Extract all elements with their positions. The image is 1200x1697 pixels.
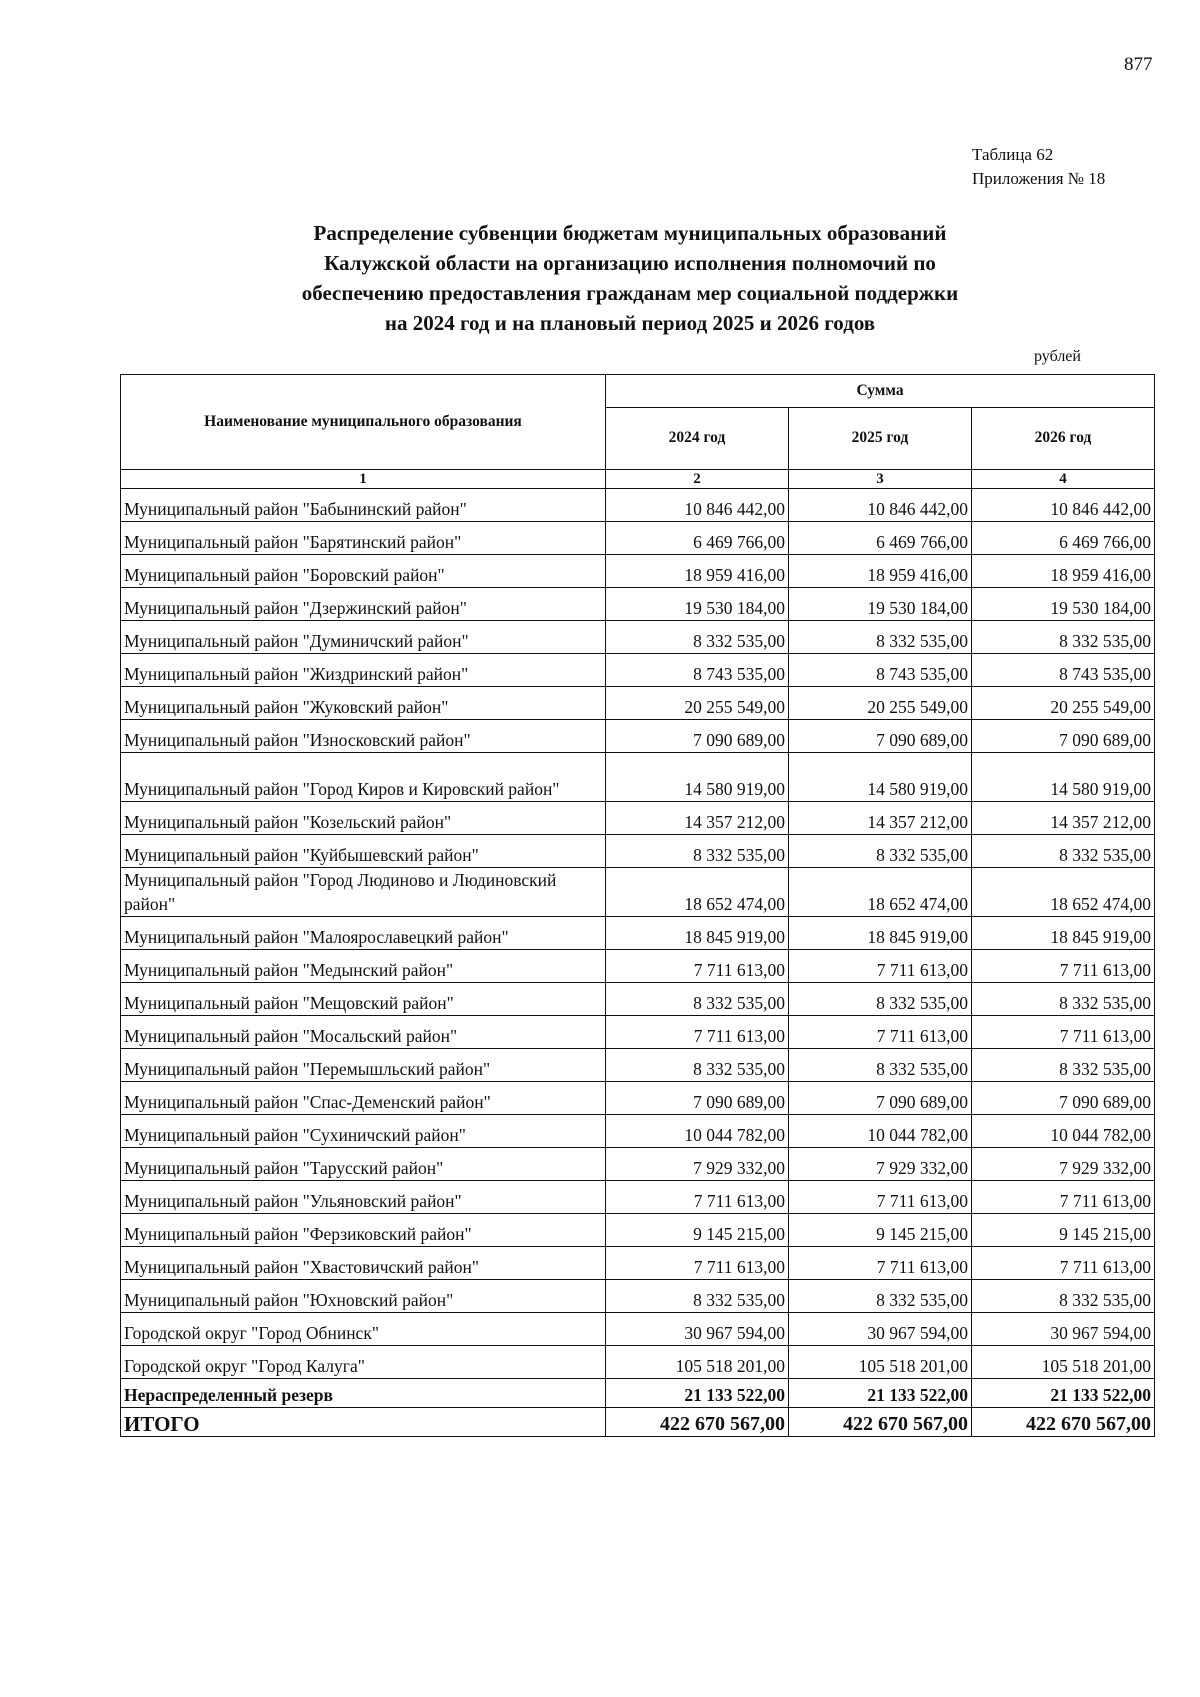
amount-2024-cell: 21 133 522,00 (606, 1379, 789, 1408)
amount-2024-cell: 7 711 613,00 (606, 950, 789, 983)
amount-2026-cell: 7 711 613,00 (972, 950, 1155, 983)
amount-2025-cell: 20 255 549,00 (789, 687, 972, 720)
title-line: на 2024 год и на плановый период 2025 и 2026 годов (384, 311, 876, 335)
title-line: Распределение субвенции бюджетам муниципальных образований (313, 221, 947, 245)
amount-2025-cell: 8 332 535,00 (789, 983, 972, 1016)
municipality-name-cell: Муниципальный район "Город Киров и Кировский район" (121, 753, 606, 802)
amount-2026-cell: 8 332 535,00 (972, 1280, 1155, 1313)
table-row (121, 1082, 1155, 1115)
table-row (121, 1280, 1155, 1313)
units-label: рублей (1034, 348, 1081, 365)
column-number: 4 (972, 470, 1155, 489)
appendix-number: Приложения № 18 (972, 169, 1106, 188)
amount-2025-cell: 9 145 215,00 (789, 1214, 972, 1247)
amount-2025-cell: 422 670 567,00 (789, 1408, 972, 1437)
municipality-name-cell: Муниципальный район "Мосальский район" (121, 1016, 606, 1049)
table-row (121, 835, 1155, 868)
amount-2024-cell: 8 332 535,00 (606, 1049, 789, 1082)
table-row (121, 687, 1155, 720)
municipality-name-cell: Муниципальный район "Сухиничский район" (121, 1115, 606, 1148)
municipality-name-cell: Муниципальный район "Козельский район" (121, 802, 606, 835)
amount-2025-cell: 8 332 535,00 (789, 1280, 972, 1313)
amount-2025-cell: 7 090 689,00 (789, 720, 972, 753)
table-row (121, 917, 1155, 950)
municipality-name-cell: Муниципальный район "Жиздринский район" (121, 654, 606, 687)
table-row (121, 950, 1155, 983)
table-row (121, 868, 1155, 917)
municipality-name-cell: Муниципальный район "Боровский район" (121, 555, 606, 588)
table-reference (972, 143, 1105, 191)
municipality-name-cell: Нераспределенный резерв (121, 1379, 606, 1408)
title-line: Калужской области на организацию исполнения полномочий по (324, 251, 936, 275)
amount-2026-cell: 8 332 535,00 (972, 983, 1155, 1016)
header-year-2026: 2026 год (972, 407, 1155, 469)
municipality-name-cell: Муниципальный район "Тарусский район" (121, 1148, 606, 1181)
table-row (121, 1181, 1155, 1214)
amount-2025-cell: 8 743 535,00 (789, 654, 972, 687)
amount-2026-cell: 7 090 689,00 (972, 1082, 1155, 1115)
page-number: 877 (1124, 54, 1153, 75)
total-row (121, 1408, 1155, 1437)
amount-2026-cell: 8 332 535,00 (972, 835, 1155, 868)
amount-2025-cell: 14 580 919,00 (789, 753, 972, 802)
amount-2025-cell: 30 967 594,00 (789, 1313, 972, 1346)
amount-2024-cell: 8 332 535,00 (606, 983, 789, 1016)
amount-2026-cell: 30 967 594,00 (972, 1313, 1155, 1346)
amount-2026-cell: 10 044 782,00 (972, 1115, 1155, 1148)
amount-2024-cell: 19 530 184,00 (606, 588, 789, 621)
table-row (121, 1016, 1155, 1049)
municipality-name-cell: Городской округ "Город Обнинск" (121, 1313, 606, 1346)
table-row (121, 1115, 1155, 1148)
amount-2024-cell: 8 743 535,00 (606, 654, 789, 687)
amount-2024-cell: 7 711 613,00 (606, 1181, 789, 1214)
municipality-name-cell: ИТОГО (121, 1408, 606, 1437)
amount-2026-cell: 8 332 535,00 (972, 621, 1155, 654)
amount-2026-cell: 8 332 535,00 (972, 1049, 1155, 1082)
amount-2024-cell: 18 959 416,00 (606, 555, 789, 588)
amount-2024-cell: 8 332 535,00 (606, 835, 789, 868)
amount-2025-cell: 7 711 613,00 (789, 1181, 972, 1214)
municipality-name-cell: Муниципальный район "Юхновский район" (121, 1280, 606, 1313)
table-row (121, 1346, 1155, 1379)
amount-2025-cell: 105 518 201,00 (789, 1346, 972, 1379)
reserve-row (121, 1379, 1155, 1408)
municipality-name-cell: Муниципальный район "Мещовский район" (121, 983, 606, 1016)
municipality-name-cell: Муниципальный район "Думиничский район" (121, 621, 606, 654)
amount-2026-cell: 20 255 549,00 (972, 687, 1155, 720)
municipality-name-cell: Муниципальный район "Медынский район" (121, 950, 606, 983)
header-year-2024: 2024 год (606, 407, 789, 469)
title-line: обеспечению предоставления гражданам мер социальной поддержки (301, 281, 959, 305)
amount-2024-cell: 422 670 567,00 (606, 1408, 789, 1437)
table-row (121, 753, 1155, 802)
municipality-name-cell: Городской округ "Город Калуга" (121, 1346, 606, 1379)
column-number: 3 (789, 470, 972, 489)
amount-2025-cell: 6 469 766,00 (789, 522, 972, 555)
amount-2025-cell: 7 929 332,00 (789, 1148, 972, 1181)
table-row (121, 1148, 1155, 1181)
table-row (121, 1049, 1155, 1082)
budget-table (120, 374, 1155, 1437)
amount-2024-cell: 7 711 613,00 (606, 1016, 789, 1049)
amount-2026-cell: 18 845 919,00 (972, 917, 1155, 950)
amount-2025-cell: 7 090 689,00 (789, 1082, 972, 1115)
amount-2026-cell: 422 670 567,00 (972, 1408, 1155, 1437)
amount-2024-cell: 6 469 766,00 (606, 522, 789, 555)
table-row (121, 621, 1155, 654)
amount-2024-cell: 10 044 782,00 (606, 1115, 789, 1148)
amount-2024-cell: 30 967 594,00 (606, 1313, 789, 1346)
amount-2024-cell: 8 332 535,00 (606, 621, 789, 654)
column-number: 1 (121, 470, 606, 489)
table-row (121, 1313, 1155, 1346)
amount-2025-cell: 8 332 535,00 (789, 1049, 972, 1082)
amount-2025-cell: 18 959 416,00 (789, 555, 972, 588)
amount-2025-cell: 7 711 613,00 (789, 1016, 972, 1049)
amount-2024-cell: 10 846 442,00 (606, 489, 789, 522)
municipality-name-cell: Муниципальный район "Хвастовичский район" (121, 1247, 606, 1280)
amount-2024-cell: 18 652 474,00 (606, 868, 789, 917)
amount-2024-cell: 8 332 535,00 (606, 1280, 789, 1313)
amount-2026-cell: 18 959 416,00 (972, 555, 1155, 588)
municipality-name-cell: Муниципальный район "Ульяновский район" (121, 1181, 606, 1214)
amount-2025-cell: 7 711 613,00 (789, 1247, 972, 1280)
amount-2026-cell: 14 357 212,00 (972, 802, 1155, 835)
amount-2026-cell: 9 145 215,00 (972, 1214, 1155, 1247)
table-row (121, 1247, 1155, 1280)
amount-2024-cell: 7 090 689,00 (606, 1082, 789, 1115)
amount-2025-cell: 8 332 535,00 (789, 621, 972, 654)
amount-2024-cell: 9 145 215,00 (606, 1214, 789, 1247)
amount-2026-cell: 7 711 613,00 (972, 1016, 1155, 1049)
amount-2024-cell: 7 929 332,00 (606, 1148, 789, 1181)
amount-2024-cell: 7 090 689,00 (606, 720, 789, 753)
amount-2026-cell: 18 652 474,00 (972, 868, 1155, 917)
amount-2026-cell: 7 711 613,00 (972, 1247, 1155, 1280)
table-row (121, 1214, 1155, 1247)
amount-2026-cell: 19 530 184,00 (972, 588, 1155, 621)
table-row (121, 555, 1155, 588)
table-row (121, 802, 1155, 835)
amount-2026-cell: 10 846 442,00 (972, 489, 1155, 522)
municipality-name-cell: Муниципальный район "Ферзиковский район" (121, 1214, 606, 1247)
amount-2024-cell: 20 255 549,00 (606, 687, 789, 720)
amount-2026-cell: 14 580 919,00 (972, 753, 1155, 802)
municipality-name-cell: Муниципальный район "Дзержинский район" (121, 588, 606, 621)
table-body (121, 489, 1155, 1437)
table-row (121, 720, 1155, 753)
table-row (121, 522, 1155, 555)
amount-2025-cell: 21 133 522,00 (789, 1379, 972, 1408)
municipality-name-cell: Муниципальный район "Город Людиново и Людиновский район" (121, 868, 606, 917)
header-municipality-name: Наименование муниципального образования (121, 375, 606, 470)
amount-2025-cell: 14 357 212,00 (789, 802, 972, 835)
amount-2024-cell: 7 711 613,00 (606, 1247, 789, 1280)
table-row (121, 489, 1155, 522)
municipality-name-cell: Муниципальный район "Малоярославецкий район" (121, 917, 606, 950)
amount-2026-cell: 21 133 522,00 (972, 1379, 1155, 1408)
amount-2025-cell: 19 530 184,00 (789, 588, 972, 621)
municipality-name-cell: Муниципальный район "Барятинский район" (121, 522, 606, 555)
header-sum: Сумма (606, 375, 1155, 408)
column-number-row (121, 470, 1155, 489)
amount-2025-cell: 18 845 919,00 (789, 917, 972, 950)
table-row (121, 588, 1155, 621)
table-number: Таблица 62 (972, 145, 1054, 164)
amount-2024-cell: 105 518 201,00 (606, 1346, 789, 1379)
amount-2026-cell: 105 518 201,00 (972, 1346, 1155, 1379)
table-row (121, 983, 1155, 1016)
municipality-name-cell: Муниципальный район "Спас-Деменский район" (121, 1082, 606, 1115)
amount-2024-cell: 14 580 919,00 (606, 753, 789, 802)
amount-2025-cell: 10 044 782,00 (789, 1115, 972, 1148)
amount-2026-cell: 7 090 689,00 (972, 720, 1155, 753)
amount-2025-cell: 10 846 442,00 (789, 489, 972, 522)
amount-2025-cell: 7 711 613,00 (789, 950, 972, 983)
amount-2024-cell: 18 845 919,00 (606, 917, 789, 950)
column-number: 2 (606, 470, 789, 489)
header-year-2025: 2025 год (789, 407, 972, 469)
municipality-name-cell: Муниципальный район "Износковский район" (121, 720, 606, 753)
municipality-name-cell: Муниципальный район "Перемышльский район" (121, 1049, 606, 1082)
table-row (121, 654, 1155, 687)
municipality-name-cell: Муниципальный район "Куйбышевский район" (121, 835, 606, 868)
amount-2026-cell: 7 929 332,00 (972, 1148, 1155, 1181)
amount-2025-cell: 18 652 474,00 (789, 868, 972, 917)
amount-2026-cell: 7 711 613,00 (972, 1181, 1155, 1214)
amount-2024-cell: 14 357 212,00 (606, 802, 789, 835)
document-title (160, 218, 1100, 338)
amount-2026-cell: 8 743 535,00 (972, 654, 1155, 687)
municipality-name-cell: Муниципальный район "Бабынинский район" (121, 489, 606, 522)
amount-2025-cell: 8 332 535,00 (789, 835, 972, 868)
municipality-name-cell: Муниципальный район "Жуковский район" (121, 687, 606, 720)
amount-2026-cell: 6 469 766,00 (972, 522, 1155, 555)
